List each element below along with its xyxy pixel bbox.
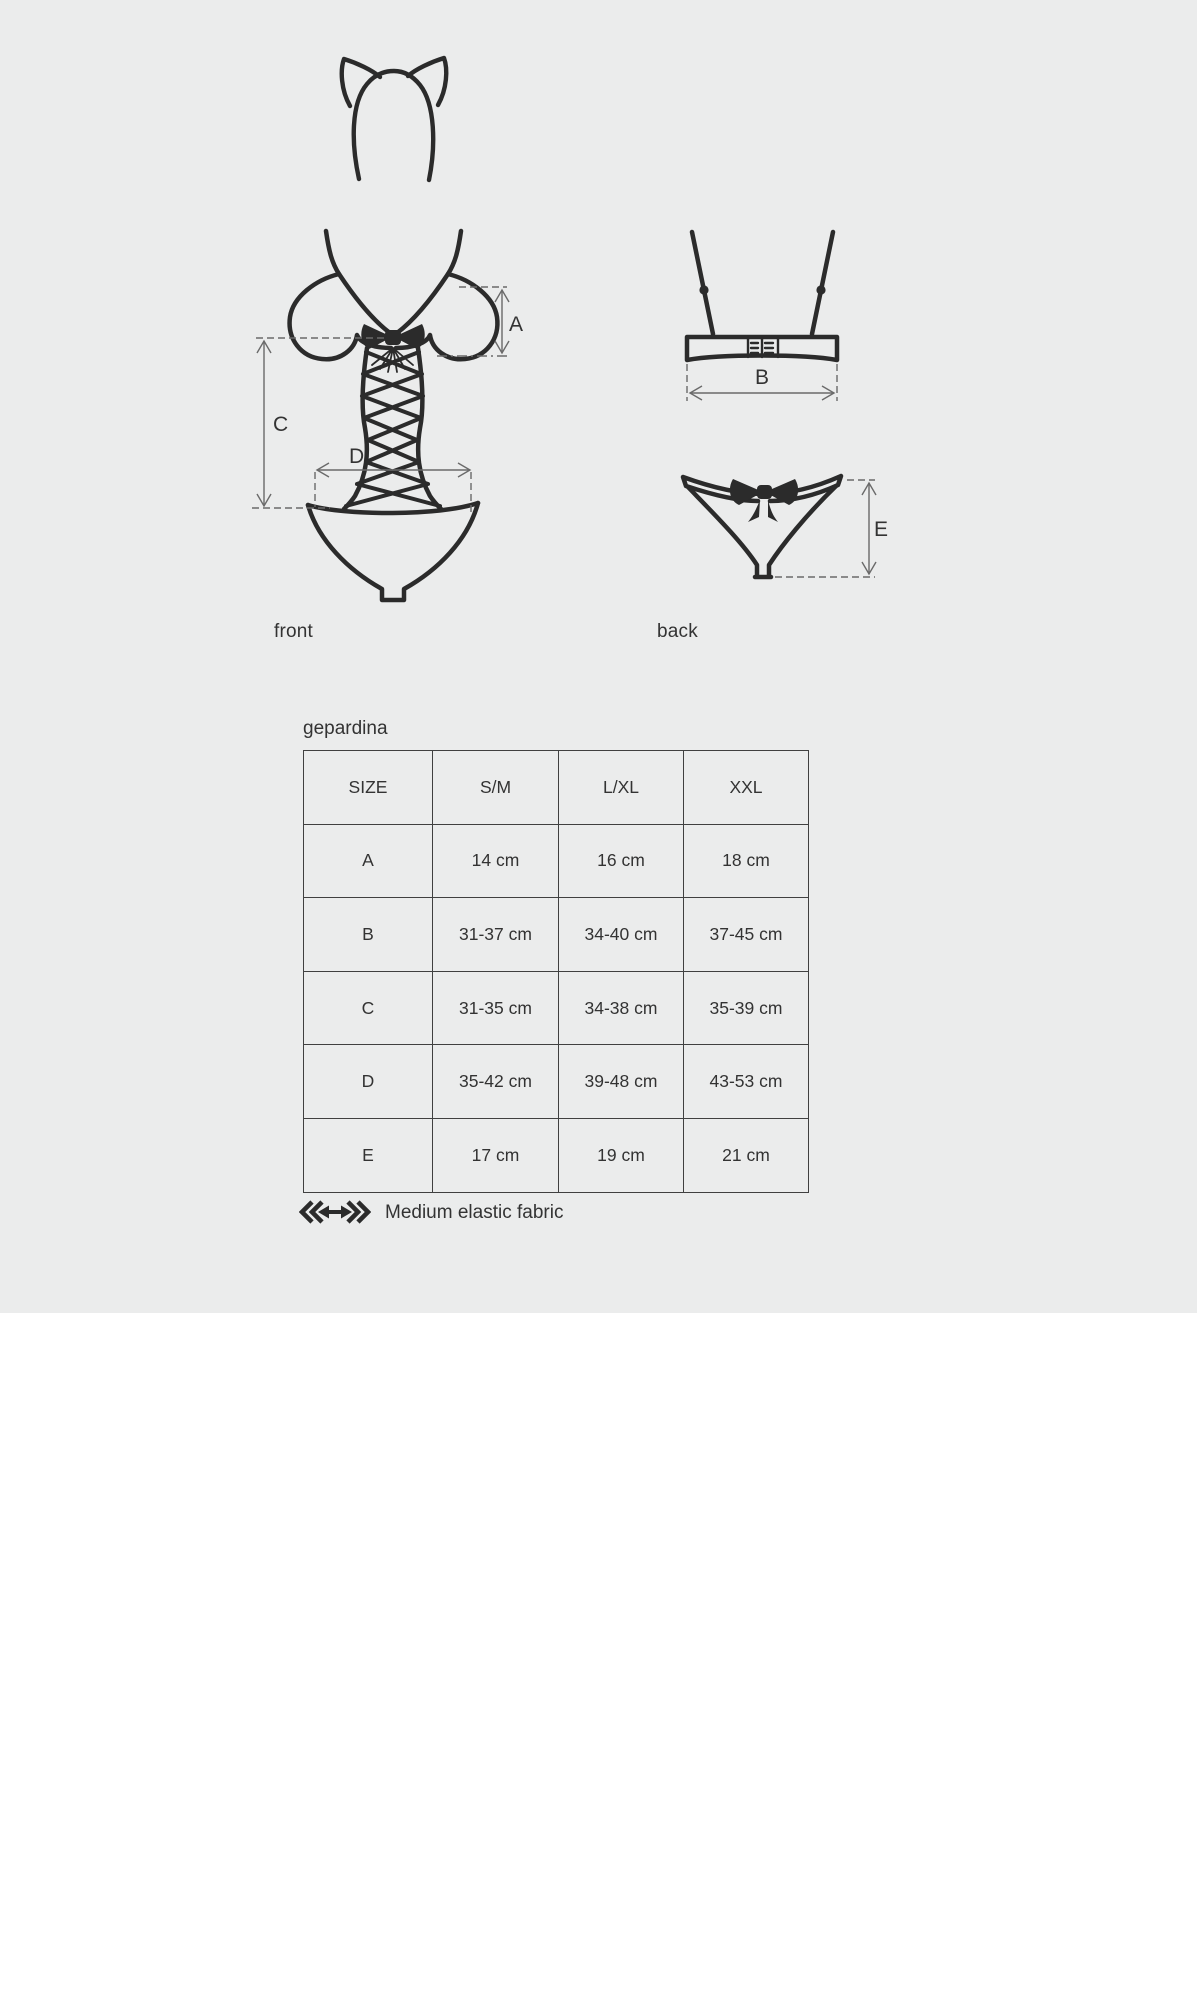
cat-ears-headband-illustration: [342, 58, 446, 180]
size-table-row-d: [304, 1045, 809, 1119]
row-label: E: [304, 1118, 433, 1192]
front-view-illustration: [290, 231, 498, 600]
front-strap-right: [448, 231, 461, 274]
front-neckline-left: [339, 274, 390, 333]
front-bow: [361, 324, 424, 349]
cell-value: 31-35 cm: [433, 971, 559, 1045]
row-label: D: [304, 1045, 433, 1119]
product-name: gepardina: [303, 718, 388, 739]
lacing-crisscross: [346, 352, 440, 506]
cell-value: 18 cm: [684, 824, 809, 898]
dim-label-d: D: [349, 445, 365, 468]
row-label: B: [304, 898, 433, 972]
cell-value: 37-45 cm: [684, 898, 809, 972]
fabric-note: Medium elastic fabric: [385, 1202, 564, 1223]
size-table-header-cell: L/XL: [559, 751, 684, 825]
front-panty-top-edge: [308, 503, 478, 513]
size-table-header-cell: XXL: [684, 751, 809, 825]
back-bow: [730, 479, 798, 522]
size-table-row-a: [304, 824, 809, 898]
cell-value: 34-40 cm: [559, 898, 684, 972]
size-table-row-b: [304, 898, 809, 972]
cell-value: 21 cm: [684, 1118, 809, 1192]
cell-value: 31-37 cm: [433, 898, 559, 972]
cell-value: 35-39 cm: [684, 971, 809, 1045]
dim-label-c: C: [273, 413, 289, 436]
cell-value: 14 cm: [433, 824, 559, 898]
dim-label-e: E: [874, 518, 889, 541]
cell-value: 43-53 cm: [684, 1045, 809, 1119]
back-strap-left: [692, 232, 713, 334]
back-strap-right: [812, 232, 833, 334]
row-label: A: [304, 824, 433, 898]
front-neckline-right: [397, 274, 448, 333]
cell-value: 19 cm: [559, 1118, 684, 1192]
dim-label-b: B: [755, 366, 770, 389]
size-table: [303, 750, 809, 1193]
size-table-row-c: [304, 971, 809, 1045]
dim-label-a: A: [509, 313, 524, 336]
size-table-header-cell: SIZE: [304, 751, 433, 825]
front-view-label: front: [274, 621, 314, 642]
size-table-row-e: [304, 1118, 809, 1192]
back-view-label: back: [657, 621, 698, 642]
size-table-header-row: [304, 751, 809, 825]
cell-value: 34-38 cm: [559, 971, 684, 1045]
cell-value: 16 cm: [559, 824, 684, 898]
front-panty-outline: [308, 503, 478, 600]
back-strap-adjusters: [699, 285, 825, 294]
cell-value: 17 cm: [433, 1118, 559, 1192]
cell-value: 39-48 cm: [559, 1045, 684, 1119]
front-cup-left: [290, 274, 391, 359]
headband-arc: [354, 71, 433, 180]
size-table-header-cell: S/M: [433, 751, 559, 825]
cell-value: 35-42 cm: [433, 1045, 559, 1119]
front-strap-left: [326, 231, 339, 274]
row-label: C: [304, 971, 433, 1045]
back-view-illustration: [683, 232, 841, 577]
thong-outline: [688, 486, 836, 577]
elastic-stretch-icon: [299, 1199, 371, 1225]
